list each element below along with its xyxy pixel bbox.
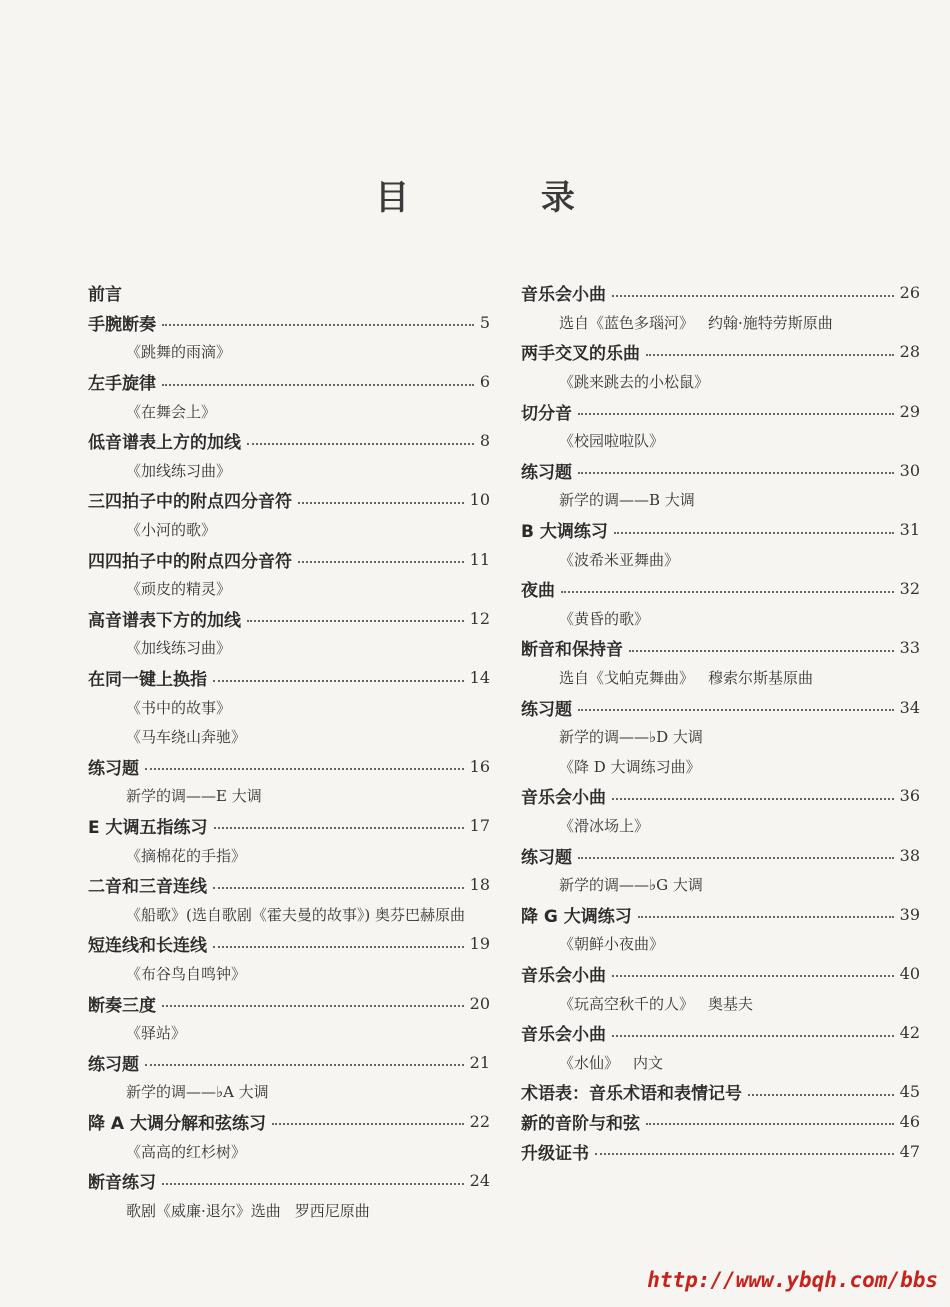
toc-subentry-text: 《书中的故事》 [126, 698, 232, 717]
dot-leader [614, 532, 894, 534]
toc-subentry [521, 604, 920, 634]
toc-entry-label: 断音和保持音 [521, 640, 623, 661]
toc-subentry [88, 899, 490, 929]
toc-page-number: 11 [469, 549, 490, 569]
toc-subentry [521, 752, 920, 782]
dot-leader [272, 1123, 464, 1125]
dot-leader [578, 709, 894, 711]
toc-entry-label: 二音和三音连线 [88, 877, 207, 898]
dot-leader [629, 650, 894, 652]
toc-subentry [88, 633, 490, 663]
toc-subentry-text: 《波希米亚舞曲》 [559, 550, 680, 569]
toc-entry [521, 337, 920, 367]
toc-entry [88, 929, 490, 959]
toc-subentry-text: 《高高的红杉树》 [126, 1142, 247, 1161]
toc-subentry [88, 574, 490, 604]
toc-entry [88, 988, 490, 1018]
toc-subentry-text: 《降 D 大调练习曲》 [559, 757, 701, 776]
footer-url: http://www.ybqh.com/bbs [647, 1268, 938, 1292]
dot-leader [595, 1153, 894, 1155]
toc-subentry-text: 《船歌》(选自歌剧《霍夫曼的故事》) 奥芬巴赫原曲 [126, 905, 465, 924]
dot-leader [646, 1123, 894, 1125]
toc-subentry-text: 新学的调——♭G 大调 [559, 876, 703, 895]
toc-entry [521, 633, 920, 663]
toc-entry [88, 544, 490, 574]
toc-subentry [521, 367, 920, 397]
toc-entry-label: 短连线和长连线 [88, 936, 207, 957]
toc-entry [521, 1018, 920, 1048]
dot-leader [612, 1035, 894, 1037]
toc-page-number: 22 [469, 1111, 490, 1131]
toc-page-number: 34 [899, 697, 920, 717]
toc-entry-label: 高音谱表下方的加线 [88, 610, 241, 631]
toc-subentry [88, 1195, 490, 1225]
dot-leader [213, 680, 464, 682]
toc-page-number: 45 [899, 1082, 920, 1102]
toc-entry-label: 升级证书 [521, 1143, 589, 1164]
toc-entry-label: 降 G 大调练习 [521, 906, 632, 927]
toc-subentry-composer: 内文 [633, 1053, 664, 1072]
toc-subentry [88, 692, 490, 722]
toc-subentry [521, 308, 920, 338]
toc-subentry [88, 1136, 490, 1166]
toc-subentry [521, 722, 920, 752]
toc-entry [521, 396, 920, 426]
toc-entry [521, 456, 920, 486]
dot-leader [214, 827, 464, 829]
toc-subentry-text: 《加线练习曲》 [126, 639, 232, 658]
toc-entry-label: 断音练习 [88, 1173, 156, 1194]
toc-entry-label: 三四拍子中的附点四分音符 [88, 492, 292, 513]
toc-subentry [88, 840, 490, 870]
toc-entry-label: 练习题 [521, 462, 572, 483]
toc-entry [88, 426, 490, 456]
toc-subentry [88, 515, 490, 545]
toc-entry [521, 1107, 920, 1137]
dot-leader [578, 413, 894, 415]
toc-entry [521, 1077, 920, 1107]
toc-entry-label: 音乐会小曲 [521, 965, 606, 986]
dot-leader [213, 946, 464, 948]
toc-subentry-composer: 奥基夫 [708, 994, 754, 1013]
toc-page-number: 16 [469, 756, 490, 776]
toc-subentry-text: 新学的调——♭A 大调 [126, 1083, 269, 1102]
dot-leader [561, 591, 894, 593]
toc-page-number: 19 [469, 934, 490, 954]
dot-leader [578, 857, 894, 859]
toc-entry-label: 前言 [88, 285, 122, 306]
toc-page-number: 42 [899, 1023, 920, 1043]
toc-page-number: 39 [899, 904, 920, 924]
toc-subentry [521, 426, 920, 456]
dot-leader [162, 324, 474, 326]
dot-leader [646, 354, 894, 356]
toc-subentry-text: 《玩高空秋千的人》 [559, 994, 695, 1013]
toc-entry [88, 752, 490, 782]
toc-subentry [88, 1077, 490, 1107]
toc-subentry [521, 663, 920, 693]
toc-entry-label: 左手旋律 [88, 374, 156, 395]
toc-subentry [521, 870, 920, 900]
toc-subentry-composer: 约翰·施特劳斯原曲 [708, 313, 833, 332]
toc-left-column [88, 278, 490, 1225]
toc-page-number: 5 [479, 312, 490, 332]
toc-page-number: 31 [899, 520, 920, 540]
dot-leader [247, 443, 474, 445]
toc-subentry [88, 1018, 490, 1048]
toc-page-number: 20 [469, 993, 490, 1013]
dot-leader [638, 916, 894, 918]
toc-entry-label: 练习题 [88, 1054, 139, 1075]
toc-entry [88, 367, 490, 397]
toc-entry-label: 手腕断奏 [88, 314, 156, 335]
toc-entry [88, 1047, 490, 1077]
toc-subentry [88, 959, 490, 989]
toc-entry-label: 术语表：音乐术语和表情记号 [521, 1084, 742, 1105]
toc-subentry [521, 544, 920, 574]
toc-entry [521, 1136, 920, 1166]
toc-page-number: 14 [469, 668, 490, 688]
toc-page-number: 38 [899, 845, 920, 865]
toc-subentry-text: 新学的调——E 大调 [126, 787, 262, 806]
toc-entry-label: 四四拍子中的附点四分音符 [88, 551, 292, 572]
toc-page-number: 24 [469, 1171, 490, 1191]
toc-page-number: 28 [899, 342, 920, 362]
toc-subentry-text: 《校园啦啦队》 [559, 432, 665, 451]
toc-entry [521, 278, 920, 308]
toc-entry-label: 夜曲 [521, 581, 555, 602]
toc-page-number: 30 [899, 460, 920, 480]
toc-subentry [521, 929, 920, 959]
toc-subentry-text: 《驿站》 [126, 1024, 187, 1043]
toc-page-number: 21 [469, 1052, 490, 1072]
dot-leader [162, 384, 474, 386]
toc-subentry-text: 《摘棉花的手指》 [126, 846, 247, 865]
toc-subentry-text: 《跳舞的雨滴》 [126, 343, 232, 362]
toc-entry [88, 1166, 490, 1196]
toc-subentry-text: 《水仙》 [559, 1053, 620, 1072]
toc-subentry-text: 歌剧《威廉·退尔》选曲 [126, 1201, 281, 1220]
toc-entry [88, 604, 490, 634]
toc-entry [521, 515, 920, 545]
page-title: 目 录 [375, 178, 635, 218]
dot-leader [145, 768, 464, 770]
toc-page-number: 47 [899, 1141, 920, 1161]
toc-subentry [521, 485, 920, 515]
dot-leader [298, 561, 464, 563]
dot-leader [162, 1005, 464, 1007]
toc-entry [88, 870, 490, 900]
dot-leader [298, 502, 464, 504]
toc-subentry-text: 新学的调——B 大调 [559, 491, 695, 510]
toc-subentry-text: 《跳来跳去的小松鼠》 [559, 373, 710, 392]
toc-page-number: 36 [899, 786, 920, 806]
toc-subentry-text: 新学的调——♭D 大调 [559, 728, 703, 747]
toc-entry-label: 音乐会小曲 [521, 788, 606, 809]
toc-subentry [88, 781, 490, 811]
dot-leader [145, 1064, 464, 1066]
toc-entry [521, 574, 920, 604]
toc-subentry-text: 《在舞会上》 [126, 402, 217, 421]
toc-page-number: 17 [469, 815, 490, 835]
toc-subentry [88, 456, 490, 486]
toc-entry [521, 781, 920, 811]
toc-entry [88, 811, 490, 841]
dot-leader [612, 975, 894, 977]
toc-entry-label: 练习题 [521, 699, 572, 720]
toc-subentry-text: 《小河的歌》 [126, 521, 217, 540]
toc-subentry [521, 988, 920, 1018]
toc-subentry-text: 《朝鲜小夜曲》 [559, 935, 665, 954]
toc-entry-label: 练习题 [521, 847, 572, 868]
toc-subentry-text: 《加线练习曲》 [126, 461, 232, 480]
toc-entry-label: 切分音 [521, 403, 572, 424]
toc-entry [88, 1107, 490, 1137]
toc-entry [88, 663, 490, 693]
toc-subentry-text: 《布谷鸟自鸣钟》 [126, 964, 247, 983]
toc-entry [88, 485, 490, 515]
toc-entry-label: 练习题 [88, 758, 139, 779]
toc-entry-label: 断奏三度 [88, 995, 156, 1016]
toc-page-number: 6 [479, 372, 490, 392]
toc-entry [88, 308, 490, 338]
toc-subentry-text: 《顽皮的精灵》 [126, 580, 232, 599]
toc-entry-label: E 大调五指练习 [88, 817, 208, 838]
toc-entry-label: 两手交叉的乐曲 [521, 344, 640, 365]
toc-subentry [88, 337, 490, 367]
toc-subentry [521, 811, 920, 841]
toc-entry-label: B 大调练习 [521, 522, 608, 543]
dot-leader [247, 620, 464, 622]
toc-page-number: 26 [899, 283, 920, 303]
toc-subentry-text: 《黄昏的歌》 [559, 609, 650, 628]
toc-right-column [521, 278, 920, 1166]
dot-leader [578, 472, 894, 474]
toc-entry [88, 278, 490, 308]
toc-entry [521, 840, 920, 870]
dot-leader [612, 798, 894, 800]
toc-page-number: 8 [479, 431, 490, 451]
toc-subentry-text: 选自《戈帕克舞曲》 [559, 669, 695, 688]
toc-entry-label: 音乐会小曲 [521, 285, 606, 306]
toc-entry-label: 低音谱表上方的加线 [88, 433, 241, 454]
toc-page-number: 29 [899, 401, 920, 421]
dot-leader [162, 1183, 464, 1185]
toc-subentry-composer: 穆索尔斯基原曲 [708, 669, 814, 688]
dot-leader [612, 295, 894, 297]
toc-entry [521, 692, 920, 722]
toc-page-number: 40 [899, 963, 920, 983]
toc-page-number: 46 [899, 1111, 920, 1131]
toc-entry [521, 899, 920, 929]
toc-entry-label: 降 A 大调分解和弦练习 [88, 1113, 266, 1134]
dot-leader [748, 1094, 894, 1096]
toc-subentry-text: 选自《蓝色多瑙河》 [559, 313, 695, 332]
toc-entry-label: 新的音阶与和弦 [521, 1113, 640, 1134]
toc-subentry [88, 396, 490, 426]
dot-leader [213, 887, 464, 889]
toc-page-number: 12 [469, 608, 490, 628]
toc-page-number: 10 [469, 490, 490, 510]
toc-subentry-text: 《滑冰场上》 [559, 816, 650, 835]
toc-page-number: 18 [469, 875, 490, 895]
toc-entry-label: 音乐会小曲 [521, 1025, 606, 1046]
toc-subentry-text: 《马车绕山奔驰》 [126, 728, 247, 747]
toc-entry-label: 在同一键上换指 [88, 670, 207, 691]
toc-entry [521, 959, 920, 989]
toc-page-number: 32 [899, 579, 920, 599]
toc-subentry [88, 722, 490, 752]
toc-subentry [521, 1047, 920, 1077]
toc-page-number: 33 [899, 638, 920, 658]
toc-subentry-composer: 罗西尼原曲 [294, 1201, 370, 1220]
